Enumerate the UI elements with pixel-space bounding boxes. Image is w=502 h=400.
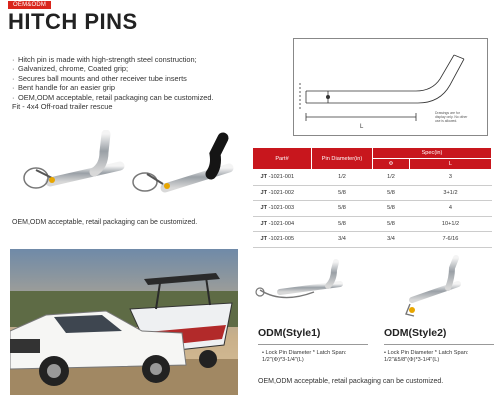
feature-item: · OEM,ODM acceptable, retail packaging can be customized. (12, 92, 214, 102)
caption-top: OEM,ODM acceptable, retail packaging can be customized. (12, 219, 198, 226)
feature-item: · Galvanized, chrome, Coated grip; (12, 64, 129, 74)
header-spec: Spec(in) (373, 148, 492, 159)
style2-hitch-pin-image (392, 252, 472, 320)
feature-item: · Bent handle for an easier grip (12, 83, 115, 93)
style1-note: • Lock Pin Diameter * Latch Span: 1/2"(Φ)*3-1/4"(L) (262, 350, 347, 363)
feature-list (12, 55, 252, 111)
page-title: HITCH PINS (8, 9, 138, 34)
style2-divider (384, 344, 494, 345)
table-row: JT -1021-003 5/8 5/8 4 (253, 201, 492, 217)
table-row: JT -1021-004 5/8 5/8 10+1/2 (253, 216, 492, 232)
chrome-hitch-pin-image (12, 130, 132, 200)
feature-item: · Secures ball mounts and other receiver tube inserts (12, 73, 187, 83)
style2-note: • Lock Pin Diameter * Latch Span: 1/2"&5/8"(Φ)*3-1/4"(L) (384, 350, 469, 363)
header-phi: Φ (373, 159, 410, 170)
style1-divider (258, 344, 368, 345)
header-part: Part# (253, 148, 312, 170)
drawing-note: Drawings are for display only. No other use is allowed. (435, 111, 468, 123)
table-row: JT -1021-002 5/8 5/8 3+1/2 (253, 185, 492, 201)
table-row: JT -1021-001 1/2 1/2 3 (253, 170, 492, 186)
style2-title: ODM(Style2) (384, 327, 447, 339)
brand-badge: OEM&ODM (8, 1, 51, 9)
feature-item: · Hitch pin is made with high-strength steel construction; (12, 55, 197, 64)
caption-bottom: OEM,ODM acceptable, retail packaging can be customized. (258, 378, 444, 385)
table-row: JT -1021-005 3/4 3/4 7-6/16 (253, 232, 492, 248)
style1-hitch-pin-image (252, 256, 352, 316)
header-l: L (409, 159, 491, 170)
coated-hitch-pin-image (125, 128, 245, 200)
style1-title: ODM(Style1) (258, 327, 321, 339)
fit-line: Fit - 4x4 Off-road trailer rescue (12, 102, 113, 112)
spec-table (252, 147, 492, 248)
length-label: L (360, 124, 364, 130)
header-diameter: Pin Diameter(in) (312, 148, 373, 170)
truck-towing-boat-image (10, 249, 238, 395)
